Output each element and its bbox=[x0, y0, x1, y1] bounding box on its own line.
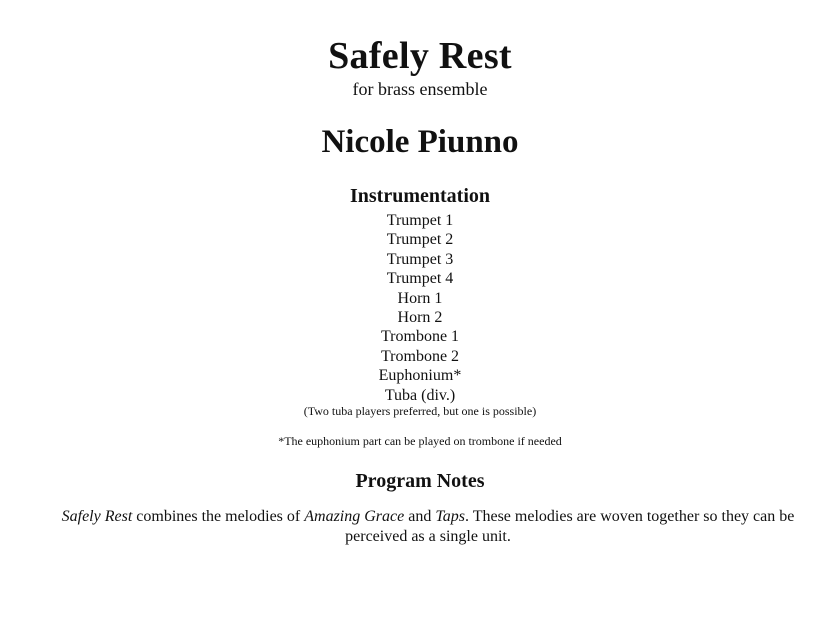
instrument-item: Horn 2 bbox=[397, 309, 443, 327]
notes-segment: Amazing Grace bbox=[304, 508, 405, 525]
tuba-footnote: (Two tuba players preferred, but one is possible) bbox=[303, 404, 537, 418]
euphonium-footnote: *The euphonium part can be played on trombone if needed bbox=[278, 434, 562, 448]
notes-segment: Safely Rest bbox=[61, 508, 133, 525]
instrument-item: Tuba (div.) bbox=[384, 386, 456, 404]
instrument-item: Euphonium* bbox=[378, 367, 462, 385]
piece-subtitle: for brass ensemble bbox=[352, 79, 488, 99]
instrumentation-heading: Instrumentation bbox=[349, 185, 490, 207]
instrument-item: Trombone 2 bbox=[380, 347, 460, 365]
notes-segment: . These melodies are woven together so they can be perceived as a single unit. bbox=[345, 508, 795, 545]
notes-segment: combines the melodies of bbox=[132, 508, 305, 525]
piece-title: Safely Rest bbox=[328, 35, 512, 77]
instrument-item: Trombone 1 bbox=[380, 328, 460, 346]
notes-segment: Taps bbox=[435, 508, 465, 525]
instrument-item: Trumpet 4 bbox=[386, 270, 454, 288]
instrument-item: Trumpet 2 bbox=[386, 231, 454, 249]
instrument-list bbox=[0, 211, 840, 405]
notes-segment: and bbox=[404, 508, 436, 525]
instrument-item: Horn 1 bbox=[397, 289, 443, 307]
instrument-item: Trumpet 1 bbox=[386, 212, 454, 229]
composer-name: Nicole Piunno bbox=[321, 124, 519, 160]
instrument-item: Trumpet 3 bbox=[386, 250, 454, 268]
program-notes-heading: Program Notes bbox=[355, 470, 485, 492]
program-notes-text bbox=[56, 507, 800, 547]
